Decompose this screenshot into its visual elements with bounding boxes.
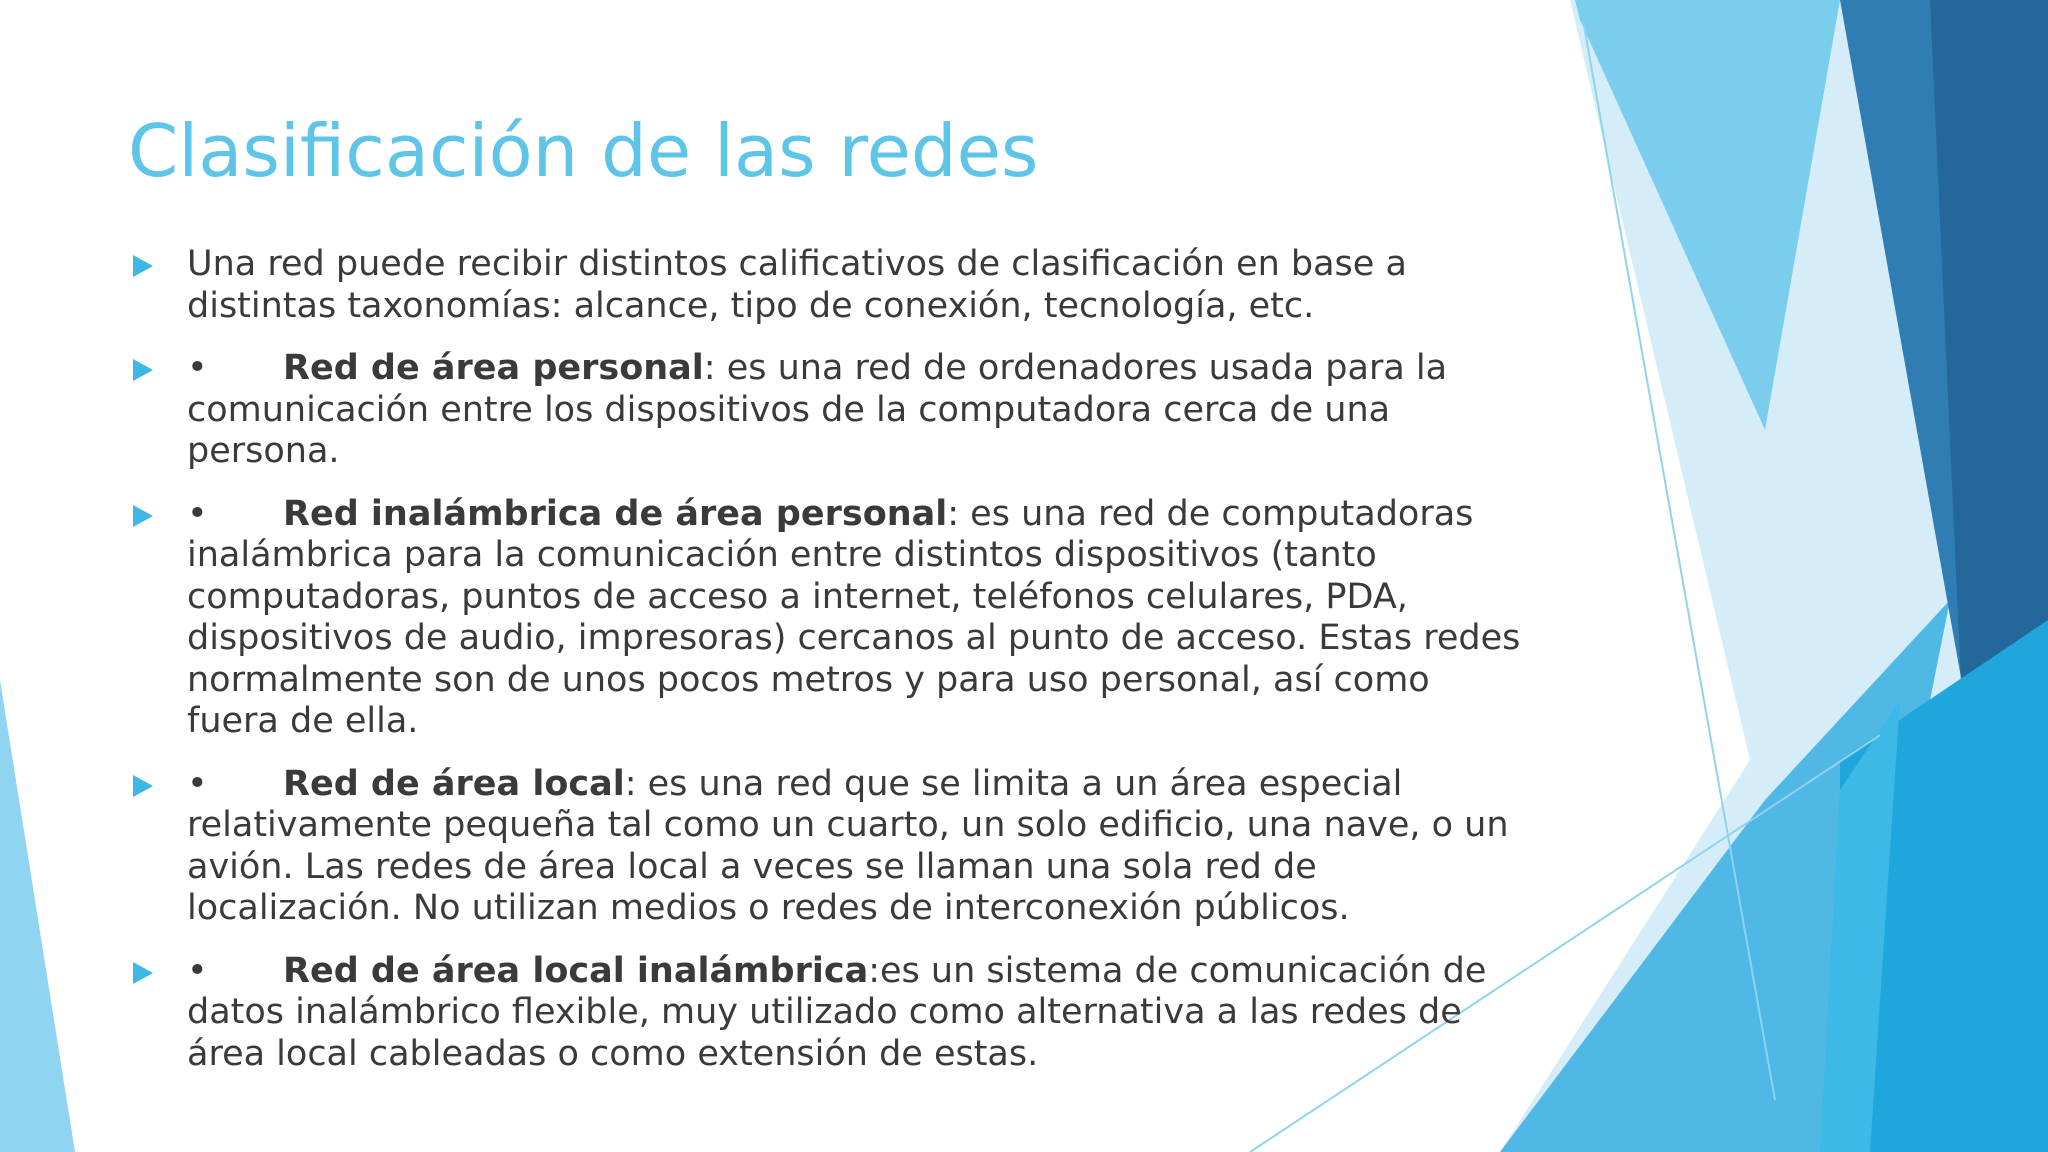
bullet-item-intro — [130, 244, 1530, 327]
bullet-item-pan — [130, 348, 1530, 473]
bullet-text: : es una red que se limita a un área especial relativamente pequeña tal como un cuarto, un solo edificio, una nave, o un avión. Las redes de área local a veces se llaman una sola red de localización. No utilizan medios o redes de interconexión públicos. — [187, 763, 1509, 928]
bullet-dot: • — [187, 493, 208, 534]
bullet-text: :es un sistema de comunicación de datos inalámbrico flexible, muy utilizado como alternativa a las redes de área local cableadas o como extensión de estas. — [187, 950, 1487, 1074]
bullet-arrow-icon — [133, 775, 153, 797]
bullet-dot: • — [187, 348, 208, 388]
bullet-arrow-icon — [133, 962, 153, 984]
slide-title: Clasificación de las redes — [128, 109, 1039, 193]
bullet-item-wpan — [130, 494, 1530, 743]
bullet-text: : es una red de computadoras inalámbrica para la comunicación entre distintos dispositivos (tanto computadoras, puntos de acceso a internet, teléfonos celulares, PDA, dispositivos de audio, impresoras) cercanos al punto de acceso. Estas redes normalmente son de unos pocos metros y para uso personal, así como fuera de ella. — [187, 493, 1521, 741]
bullet-text: Una red puede recibir distintos calificativos de clasificación en base a distintas taxonomías: alcance, tipo de conexión, tecnología, etc. — [187, 244, 1407, 326]
bullet-item-wlan — [130, 951, 1530, 1076]
bullet-arrow-icon — [133, 359, 153, 381]
bullet-arrow-icon — [133, 255, 153, 277]
bullet-term: Red de área local — [283, 763, 625, 804]
bullet-text: : es una red de ordenadores usada para la comunicación entre los dispositivos de la computadora cerca de una persona. — [187, 348, 1448, 471]
bullet-term: Red de área local inalámbrica — [283, 950, 869, 991]
bullet-term: Red inalámbrica de área personal — [283, 493, 948, 534]
bullet-list — [130, 244, 1530, 1096]
deco-left-sliver — [0, 680, 75, 1152]
bullet-item-lan — [130, 764, 1530, 930]
bullet-dot: • — [187, 763, 208, 804]
bullet-arrow-icon — [133, 505, 153, 527]
bullet-dot: • — [187, 950, 208, 991]
bullet-term: Red de área personal — [283, 348, 704, 388]
